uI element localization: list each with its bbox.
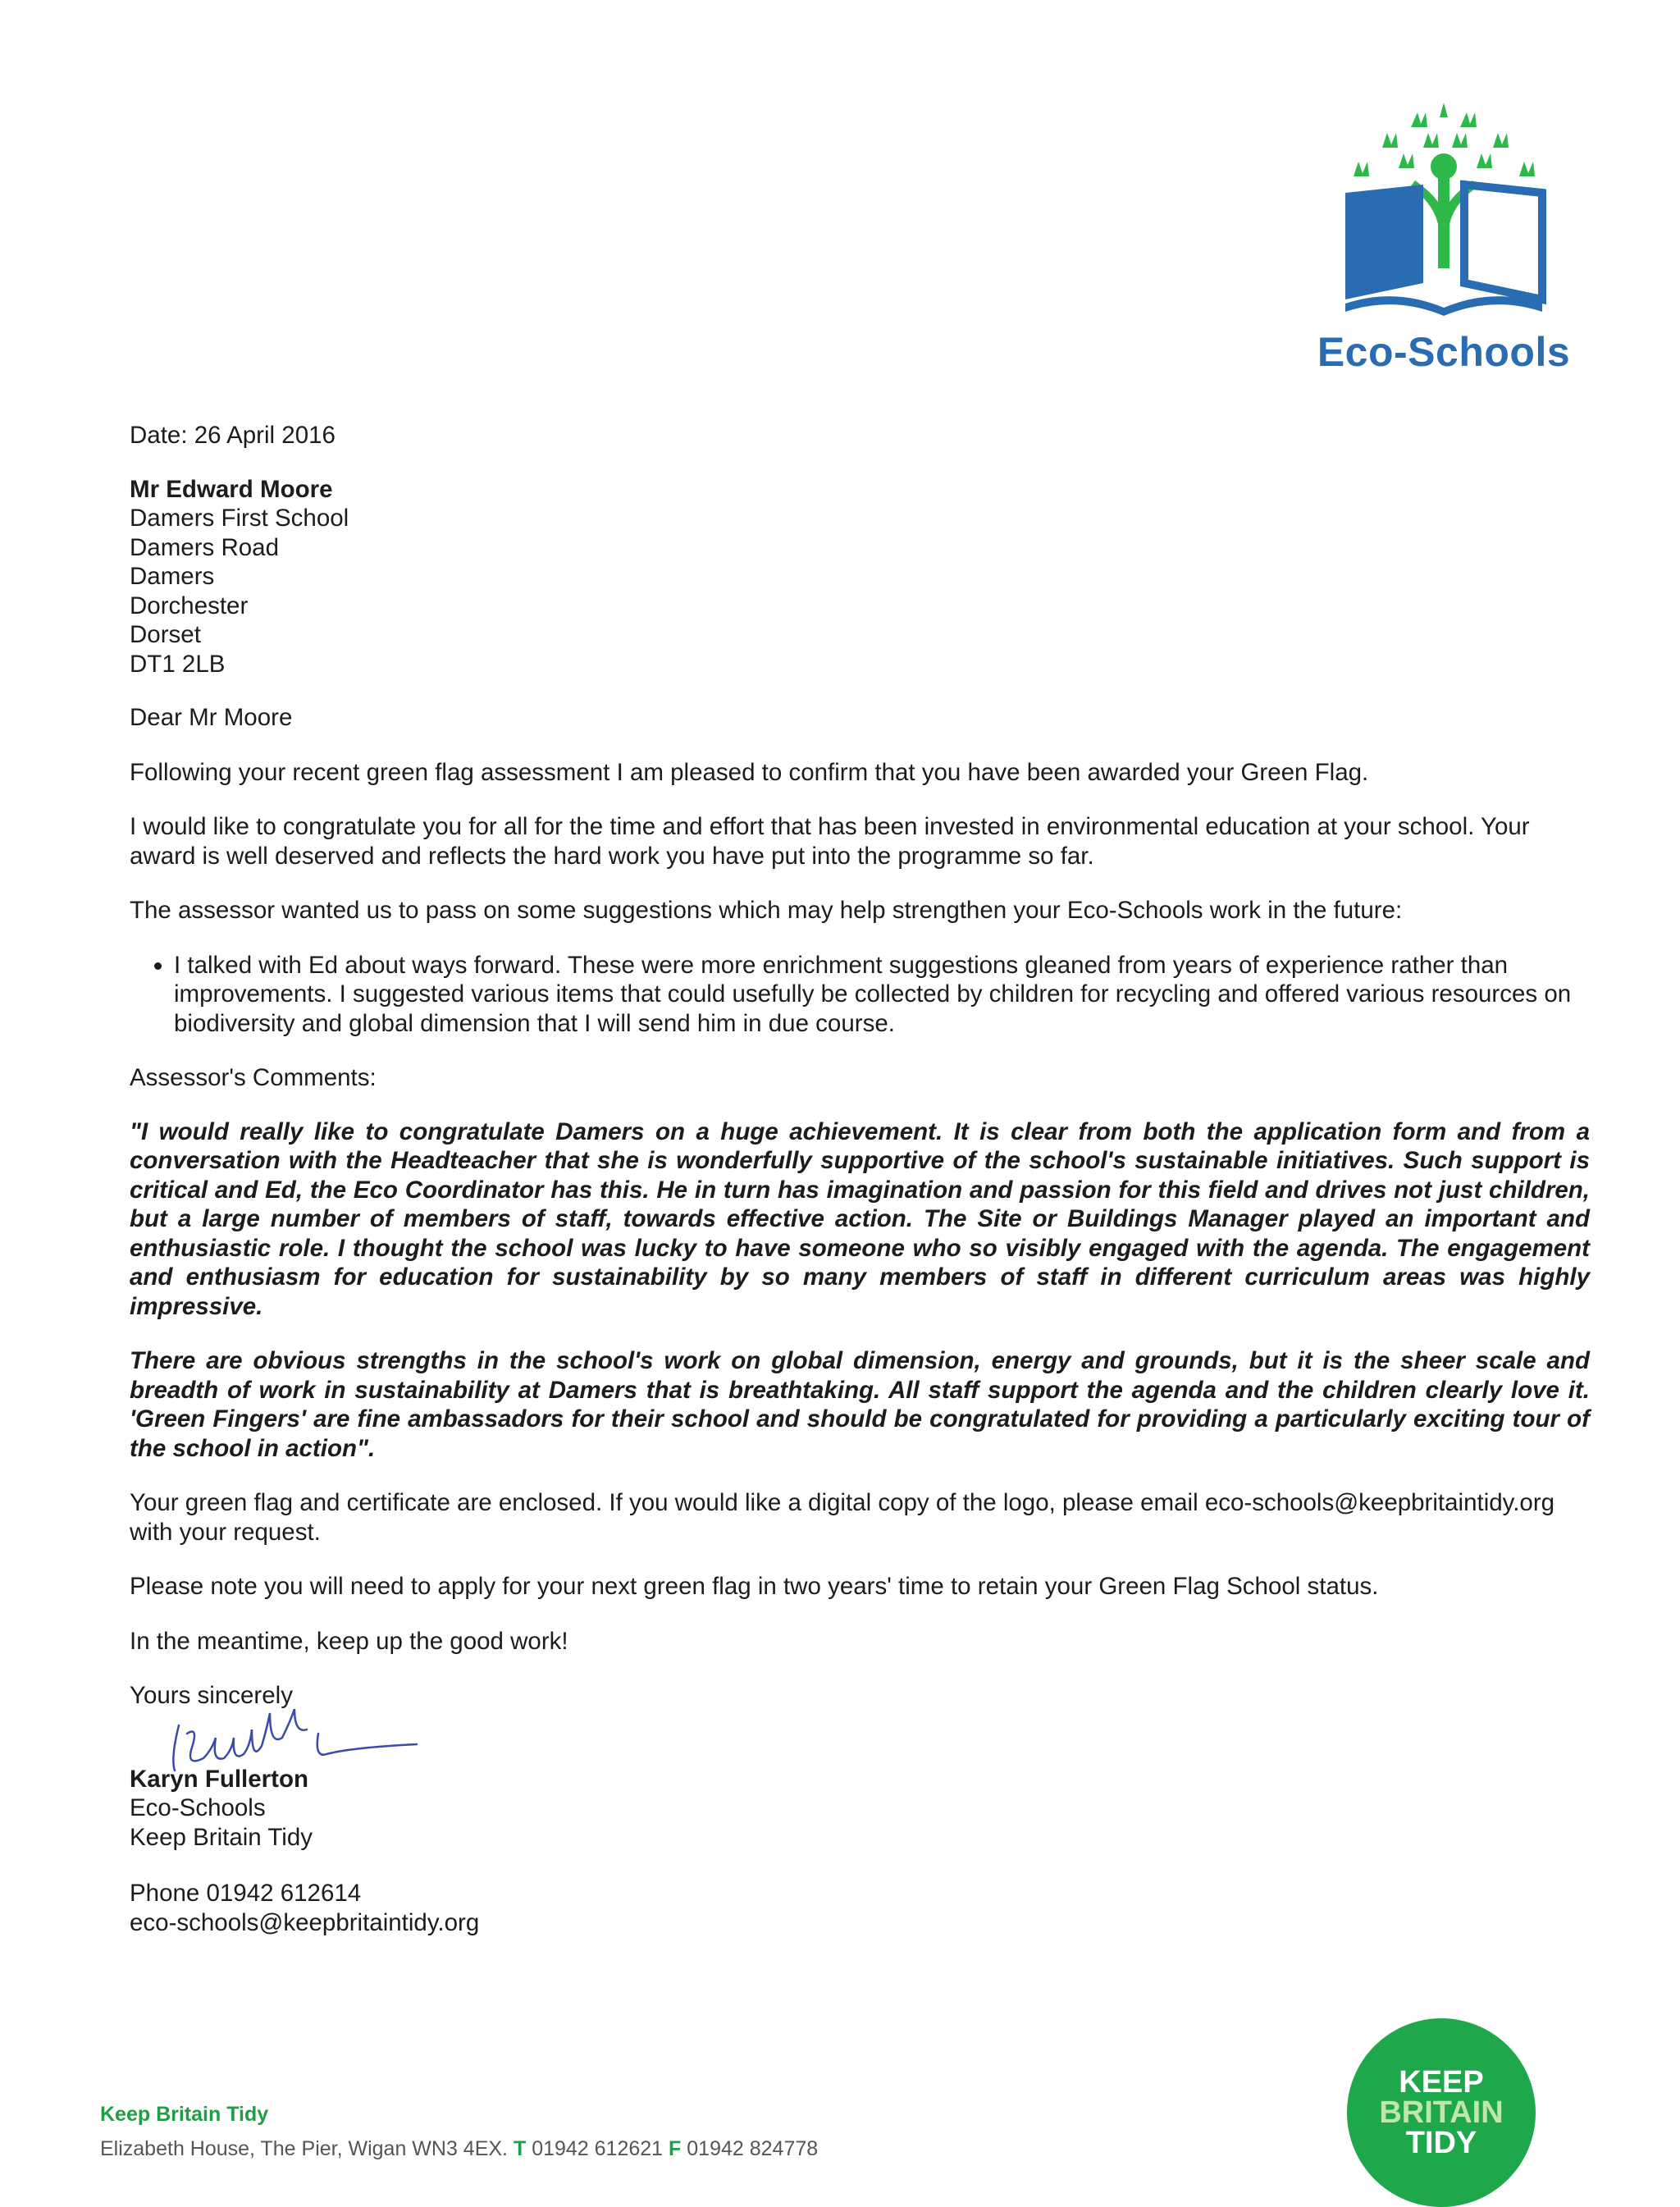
closing-paragraph: In the meantime, keep up the good work! <box>130 1627 568 1655</box>
eco-schools-logo <box>1304 103 1583 382</box>
address-line: Damers <box>130 563 215 590</box>
kbt-logo-line: TIDY <box>1405 2126 1477 2160</box>
contact-phone: Phone 01942 612614 <box>130 1880 362 1907</box>
assessor-comment: There are obvious strengths in the school's work on global dimension, energy and grounds, but it is the sheer scale and breadth of work in sustainability at Damers that is breathtaking. All staff support the agenda and the children clearly love it. 'Green Fingers' are fine ambassadors for their school and should be congratulated for providing a particularly exciting tour of the school in action". <box>130 1347 1590 1462</box>
footer-telephone: 01942 612621 <box>532 2137 664 2160</box>
signer-org: Eco-Schools <box>130 1794 266 1821</box>
eco-schools-logo-text: Eco-Schools <box>1317 329 1571 375</box>
footer-org-name: Keep Britain Tidy <box>100 2103 269 2126</box>
signer-name: Karyn Fullerton <box>130 1765 308 1793</box>
letter-body <box>130 421 1590 1937</box>
suggestions-list <box>130 951 1590 1039</box>
signer-org: Keep Britain Tidy <box>130 1823 313 1851</box>
address-line: Dorset <box>130 621 201 648</box>
signer-block <box>130 1765 1590 1853</box>
telephone-label: T <box>513 2137 527 2160</box>
contact-email[interactable]: eco-schools@keepbritaintidy.org <box>130 1908 480 1936</box>
address-line: Damers First School <box>130 505 349 532</box>
address-line: Dorchester <box>130 592 249 619</box>
closing-paragraph: Please note you will need to apply for your next green flag in two years' time to retain your Green Flag School status. <box>130 1573 1379 1600</box>
kbt-logo-line: BRITAIN <box>1379 2095 1504 2130</box>
sign-off: Yours sincerely <box>130 1682 293 1709</box>
body-paragraph: Following your recent green flag assessment I am pleased to confirm that you have been awarded your Green Flag. <box>130 758 1369 786</box>
contact-block <box>130 1879 1590 1937</box>
eco-schools-tree-book-icon <box>1337 103 1550 324</box>
body-paragraph: The assessor wanted us to pass on some suggestions which may help strengthen your Eco-Schools work in the future: <box>130 897 1403 924</box>
footer-address <box>100 2137 818 2161</box>
footer-fax: 01942 824778 <box>687 2137 819 2160</box>
address-line: DT1 2LB <box>130 650 226 678</box>
closing-paragraph: Your green flag and certificate are enclosed. If you would like a digital copy of the logo, please email eco-schools@keepbritaintidy.org with your request. <box>130 1489 1555 1546</box>
fax-label: F <box>669 2137 682 2160</box>
kbt-logo-line: KEEP <box>1399 2065 1484 2100</box>
recipient-address <box>130 475 1590 679</box>
salutation: Dear Mr Moore <box>130 704 293 731</box>
assessor-comments-heading: Assessor's Comments: <box>130 1064 377 1091</box>
kbt-logo-text <box>1347 2065 1536 2160</box>
recipient-name: Mr Edward Moore <box>130 475 333 503</box>
assessor-comment: "I would really like to congratulate Damers on a huge achievement. It is clear from both the application form and from a conversation with the Headteacher that she is wonderfully supportive of the school's sustainable initiatives. Such support is critical and Ed, the Eco Coordinator has this. He in turn has imagination and passion for this field and drives not just children, but a large number of members of staff, towards effective action. The Site or Buildings Manager played an important and enthusiastic role. I thought the school was lucky to have someone who so visibly engaged with the agenda. The engagement and enthusiasm for education for sustainability by so many members of staff in different curriculum areas was highly impressive. <box>130 1117 1590 1320</box>
footer-street: Elizabeth House, The Pier, Wigan WN3 4EX. <box>100 2137 508 2160</box>
body-paragraph: I would like to congratulate you for all for the time and effort that has been invested in environmental education at your school. Your award is well deserved and reflects the hard work you have put into the programme so far. <box>130 813 1530 870</box>
letter-date: Date: 26 April 2016 <box>130 422 336 449</box>
suggestion-item: • I talked with Ed about ways forward. These were more enrichment suggestions gleaned from years of experience rather than improvements. I suggested various items that could usefully be collected by children for recycling and offered various resources on biodiversity and global dimension that I will send him in due course. <box>174 951 1590 1039</box>
address-line: Damers Road <box>130 533 279 561</box>
keep-britain-tidy-logo <box>1347 2018 1536 2207</box>
